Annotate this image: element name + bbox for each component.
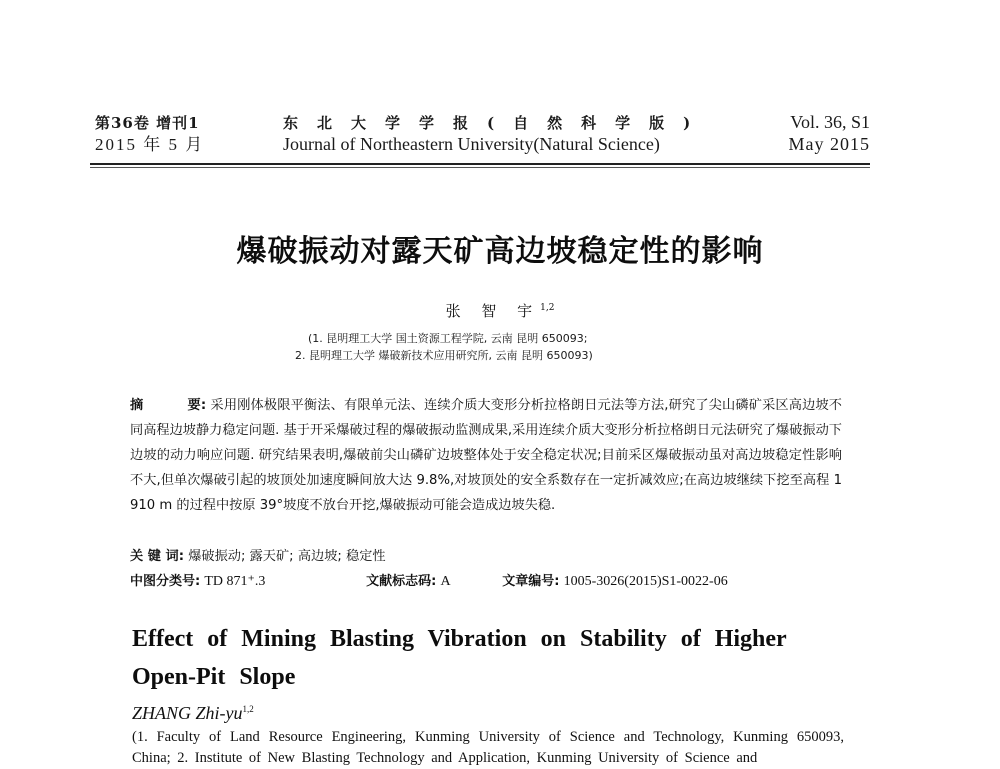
header-rule-thick [90,163,870,165]
affiliation-cn-1: (1. 昆明理工大学 国土资源工程学院, 云南 昆明 650093; [308,332,588,345]
affiliation-en: (1. Faculty of Land Resource Engineering, Kunming University of Science and Technology, Kunming 650093, China; 2. Institute of New Blasting Technology and Application, Kunming University of Science and [132,729,844,766]
publication-date-en: May 2015 [788,134,870,154]
doc-code-value: A [440,574,451,589]
abstract-label: 摘 [130,398,144,413]
keywords-label: 关 键 词: [130,549,185,564]
journal-name-cn: 东北大学学报(自然科学版) [283,114,710,132]
classification-line [130,570,890,590]
abstract-text: 采用刚体极限平衡法、有限单元法、连续介质大变形分析拉格朗日元法等方法,研究了尖山磷矿采区高边坡不同高程边坡静力稳定问题. 基于开采爆破过程的爆破振动监测成果,采用连续介质大变形分析拉格朗日元法研究了爆破振动下边坡的动力响应问题. 研究结果表明,爆破前尖山磷矿边坡整体处于安全稳定状况;目前采区爆破振动虽对高边坡稳定性影响不大,但单次爆破引起的坡顶处加速度瞬间放大达 9.8%,对坡顶处的安全系数存在一定折减效应;在高边坡继续下挖至高程 1 910 m 的过程中按原 39°坡度不放台开挖,爆破振动可能会造成边坡失稳. [130,398,842,513]
article-title-en: Effect of Mining Blasting Vibration on Stability of Higher Open-Pit Slope [132,626,787,690]
author-name-cn: 张 智 宇 [445,302,541,320]
abstract-label-2: 要: [187,398,207,413]
author-en [132,703,254,724]
abstract-cn [130,393,842,518]
affiliation-cn-2: 2. 昆明理工大学 爆破新技术应用研究所, 云南 昆明 650093) [295,349,593,362]
doc-code-label: 文献标志码: [366,574,437,589]
volume-issue-cn: 第36卷 增刊1 [95,114,200,132]
publication-date-cn: 2015 年 5 月 [95,135,205,154]
journal-name-en: Journal of Northeastern University(Natural Science) [283,134,660,154]
article-no-label: 文章编号: [502,574,560,589]
article-no-value: 1005-3026(2015)S1-0022-06 [563,574,728,589]
clc-label: 中图分类号: [130,574,201,589]
header-rule-thin [90,167,870,168]
author-affil-marker-cn: 1,2 [540,303,555,313]
article-title-cn: 爆破振动对露天矿高边坡稳定性的影响 [236,234,764,269]
clc-value: TD 871⁺.3 [204,574,266,589]
keywords-line [130,545,386,564]
author-cn [0,300,1000,321]
author-affil-marker-en: 1,2 [242,704,254,714]
keywords-text: 爆破振动; 露天矿; 高边坡; 稳定性 [188,549,386,564]
volume-issue-en: Vol. 36, S1 [790,112,870,132]
author-name-en: ZHANG Zhi-yu [132,703,243,723]
